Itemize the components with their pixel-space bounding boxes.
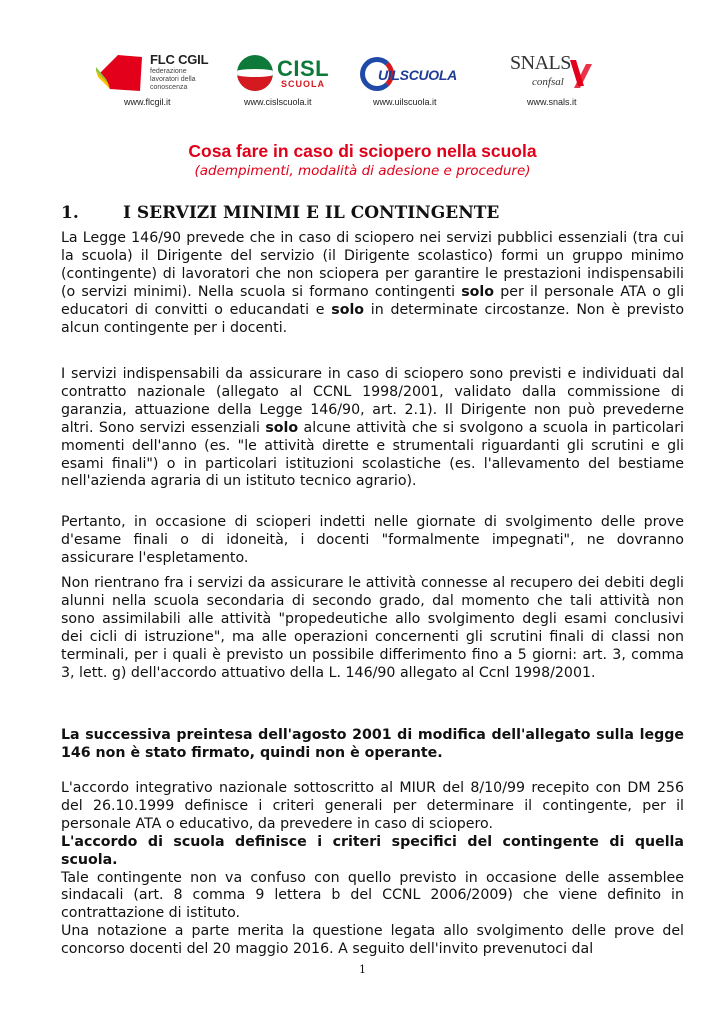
paragraph-1: La Legge 146/90 prevede che in caso di sciopero nei servizi pubblici essenziali (tra cui la scuola) il Dirigente del servizio (il Dirigente scolastico) formi un gruppo minimo (contingente) di lavoratori che non sciopera per garantire le prestazioni indispensabili (o servizi minimi). Nella scuola si formano contingenti solo per il personale ATA o gli educatori di convitti o educandati e solo in determinate circostanze. Non è previsto alcun contingente per i docenti. [61, 230, 685, 336]
uilscuola-url[interactable]: www.uilscuola.it [373, 97, 437, 107]
cislscuola-url[interactable]: www.cislscuola.it [244, 97, 312, 107]
paragraph-4: Non rientrano fra i servizi da assicurare le attività connesse al recupero dei debiti degli alunni nella scuola secondaria di secondo grado, dal momento che tali attività non sono assimilabili alle attività "propedeutiche allo svolgimento degli esami conclusivi dei cicli di istruzione", ma alle operazioni concernenti gli scrutini finali di classi non terminali, per i quali è previsto un possibile differimento fino a 5 giorni: art. 3, comma 3, lett. g) dell'accordo attuativo della L. 146/90 allegato al Ccnl 1998/2001. [61, 575, 684, 681]
cisl-name: CISL [277, 56, 330, 81]
paragraph-2: I servizi indispensabili da assicurare in caso di sciopero sono previsti e individuati dal contratto nazionale (allegato al CCNL 1998/2001, validato dalla commissione di garanzia, attuazione della Legge 146/90, art. 2.1). Il Dirigente non può prevederne altri. Sono servizi essenziali solo alcune attività che si svolgono a scuola in particolari momenti dell'anno (es. "le attività dirette e strumentali riguardanti gli scrutini e gli esami finali") o in particolari istituzioni scolastiche (es. l'allevamento del bestiame nell'azienda agraria di un istituto tecnico agrario). [61, 366, 684, 490]
paragraph-3: Pertanto, in occasione di scioperi indetti nelle giornate di svolgimento delle prove d'esame finali o di idoneità, i docenti "formalmente impegnati", ne dovranno assicurare l'espletamento. [61, 514, 684, 566]
snals-subtitle: confsal [532, 76, 564, 88]
snals-url[interactable]: www.snals.it [527, 97, 577, 107]
flc-cgil-subtitle: federazione lavoratori della conoscenza [150, 68, 196, 91]
snals-logo-icon [566, 58, 592, 88]
page-number: 1 [359, 963, 366, 976]
flc-cgil-name: FLC CGIL [150, 52, 209, 67]
paragraph-6: L'accordo integrativo nazionale sottoscritto al MIUR del 8/10/99 recepito con DM 256 del 26.10.1999 definisce i criteri generali per determinare il contingente, per il personale ATA o educativo, da prevedere in caso di sciopero. L'accordo di scuola definisce i criteri specifici del contingente di quella scuola. Tale contingente non va confuso con quello previsto in occasione delle assemblee sindacali (art. 8 comma 9 lettera b del CCNL 2006/2009) che viene definito in contrattazione di istituto. Una notazione a parte merita la questione legata allo svolgimento delle prove del concorso docenti del 20 maggio 2016. A seguito dell'invito prevenutoci dal [61, 780, 684, 958]
uilscuola-name: UILSCUOLA [378, 67, 457, 83]
document-subtitle: (adempimenti, modalità di adesione e procedure) [194, 163, 531, 179]
cisl-logo-icon [237, 55, 273, 91]
section-title: I SERVIZI MINIMI E IL CONTINGENTE [123, 203, 500, 223]
flcgil-url[interactable]: www.flcgil.it [124, 97, 171, 107]
cisl-subtitle: SCUOLA [281, 79, 325, 89]
document-title: Cosa fare in caso di sciopero nella scuola [188, 141, 537, 161]
flc-cgil-logo-icon [96, 53, 142, 91]
section-heading [61, 203, 499, 223]
paragraph-5-bold: La successiva preintesa dell'agosto 2001 di modifica dell'allegato sulla legge 146 non è stato firmato, quindi non è operante. [61, 727, 684, 761]
section-number: 1. [61, 203, 79, 223]
snals-name: SNALS [510, 52, 571, 74]
